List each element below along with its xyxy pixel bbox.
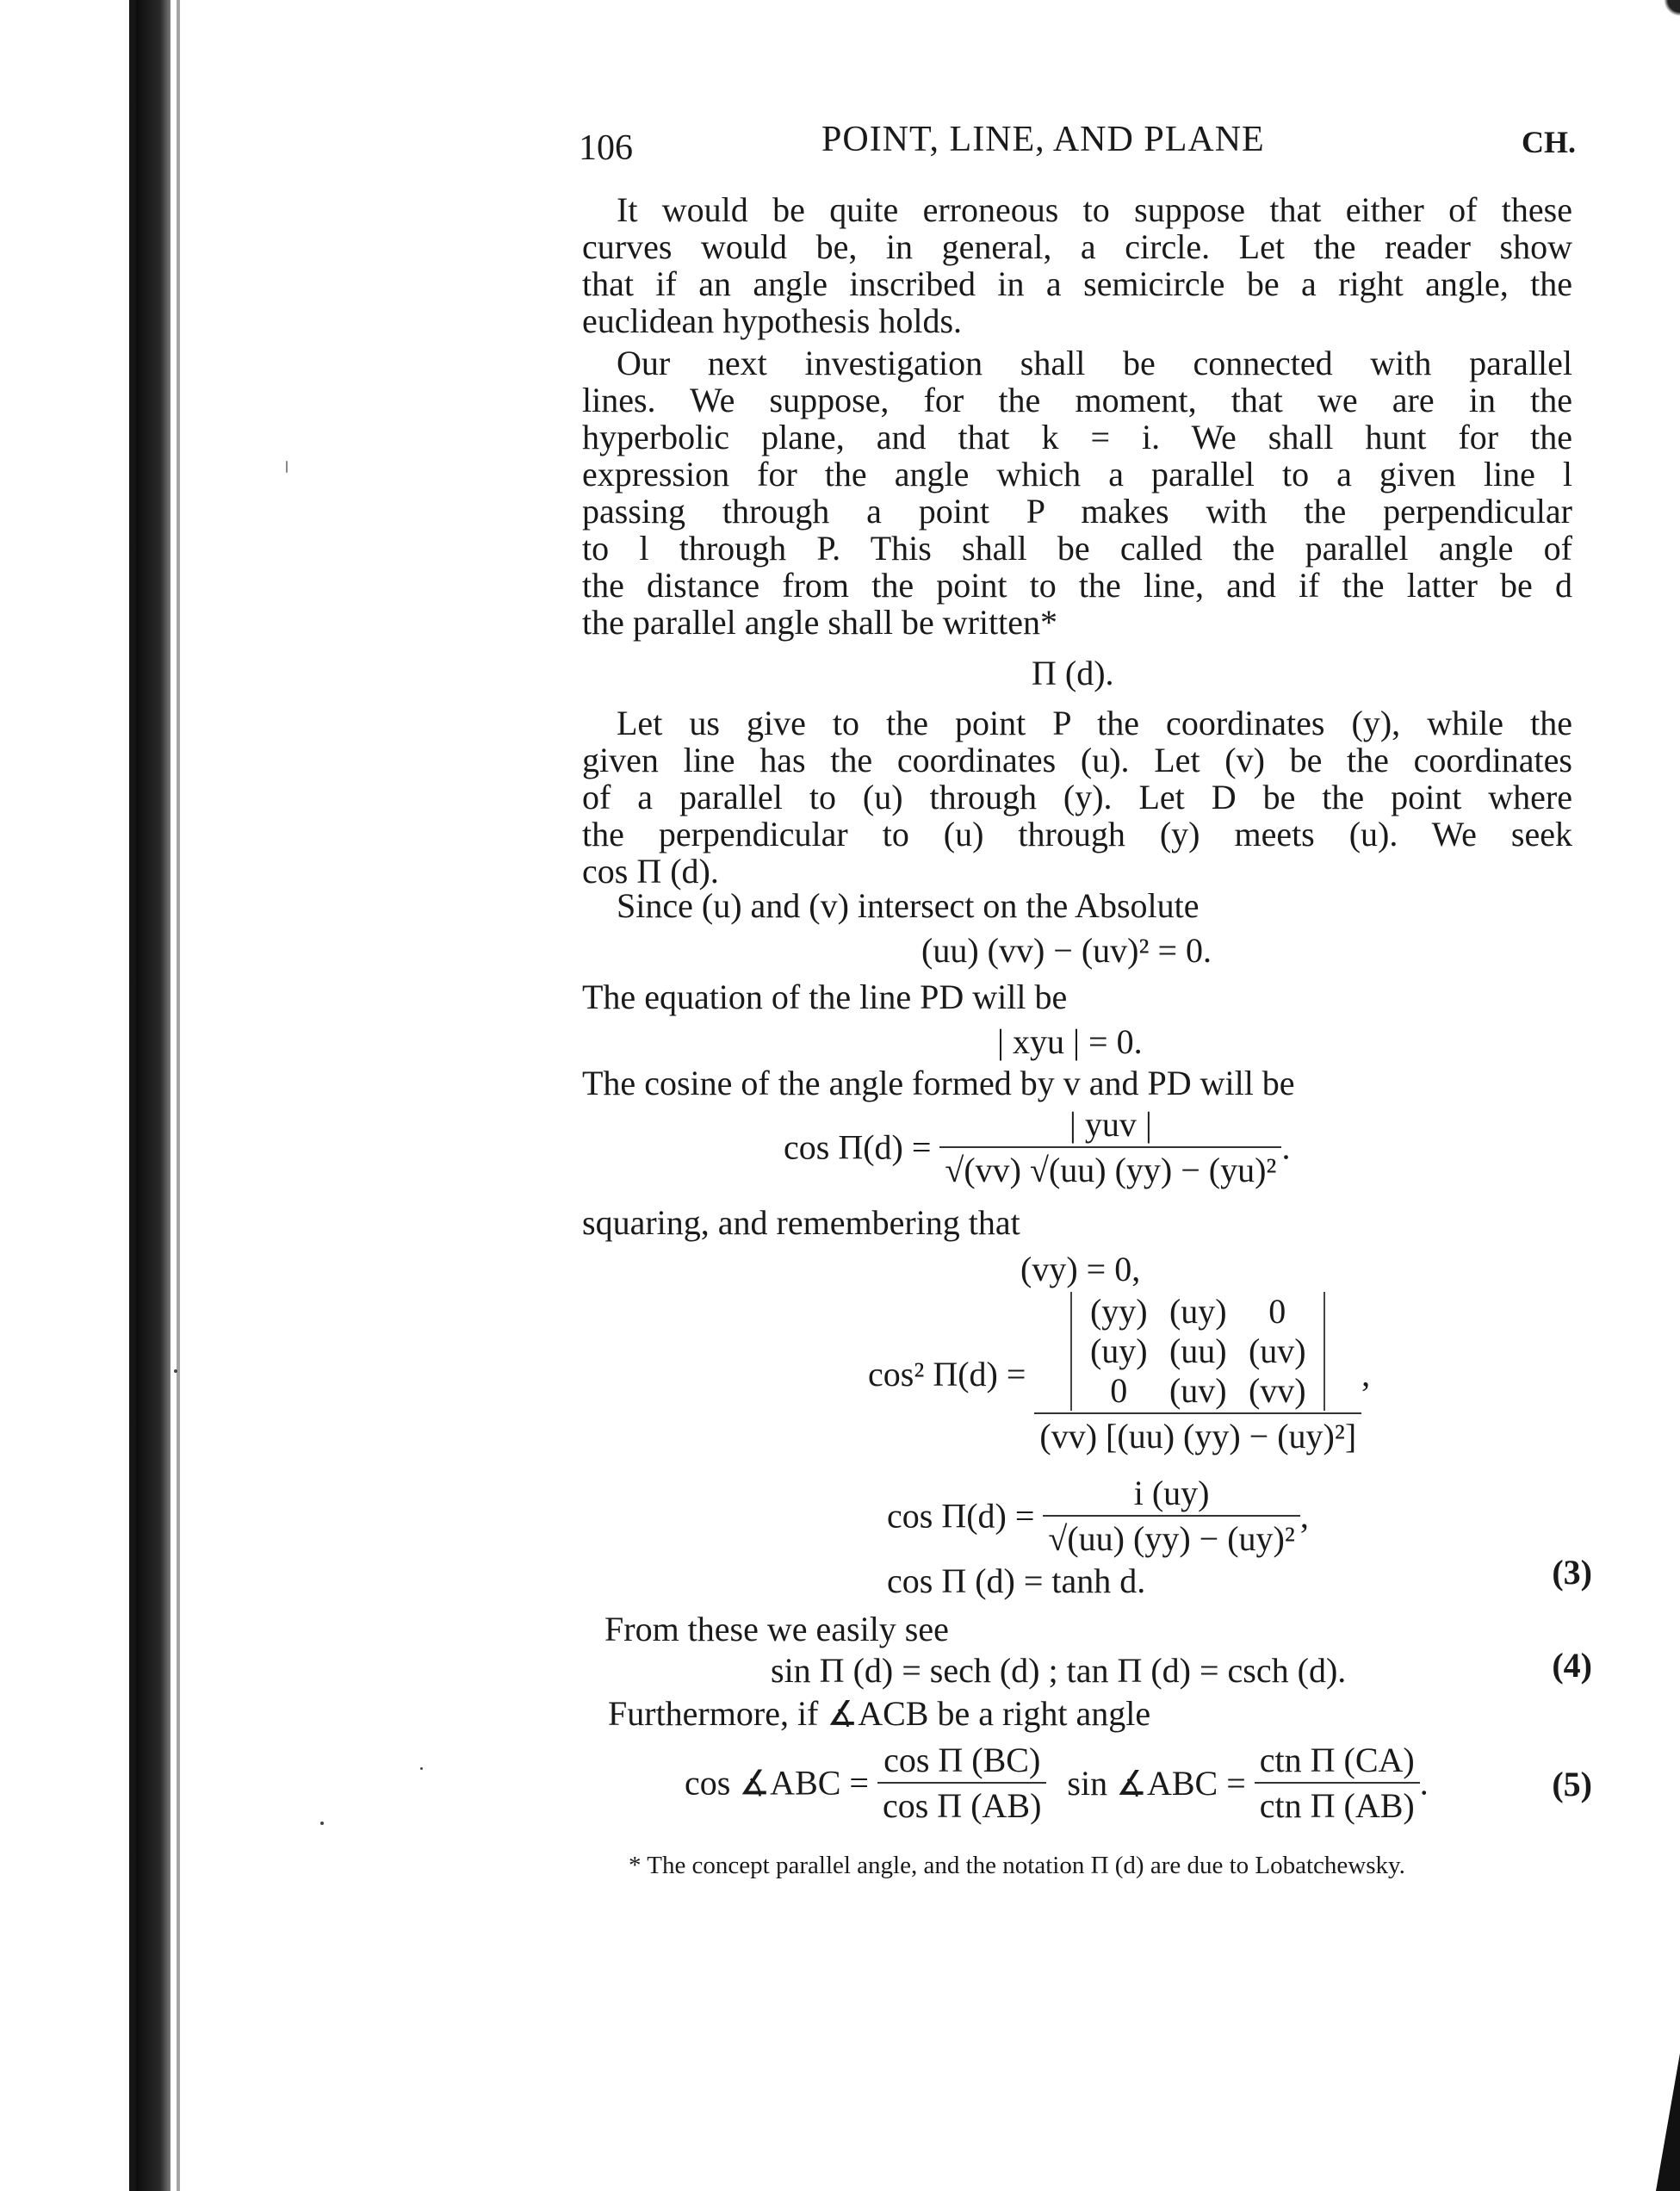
chapter-abbrev: CH. — [1522, 125, 1576, 159]
fraction-denominator: √(uu) (yy) − (uy)² — [1048, 1519, 1295, 1558]
equation-lhs: cos Π(d) = — [887, 1496, 1035, 1536]
fraction-denominator: √(vv) √(uu) (yy) − (yu)² — [945, 1151, 1277, 1189]
paragraph-6: The cosine of the angle formed by v and PD will be — [582, 1064, 1295, 1102]
fraction — [877, 1740, 1046, 1826]
paragraph-9: Furthermore, if ∡ACB be a right angle — [608, 1694, 1151, 1733]
running-title: POINT, LINE, AND PLANE — [821, 120, 1265, 159]
text-line: lines. We suppose, for the moment, that we are in the — [582, 381, 1572, 419]
equation-lhs: cos ∡ABC = — [685, 1763, 869, 1803]
text-line: curves would be, in general, a circle. Let the reader show — [582, 227, 1572, 266]
equation-lhs: cos Π(d) = — [784, 1127, 932, 1167]
equation-line-pd: | xyu | = 0. — [997, 1022, 1143, 1061]
text-line: given line has the coordinates (u). Let (v) be the coordinates — [582, 741, 1572, 779]
equation-number: (5) — [1552, 1765, 1592, 1803]
text-line: cos Π (d). — [582, 852, 719, 891]
text-line: the perpendicular to (u) through (y) meets (u). We seek — [582, 815, 1572, 853]
footnote: * The concept parallel angle, and the notation Π (d) are due to Lobatchewsky. — [629, 1852, 1405, 1879]
text-line: the distance from the point to the line, and if the latter be d — [582, 566, 1572, 605]
page-corner-mark — [1661, 0, 1680, 19]
scan-speck — [320, 1822, 324, 1825]
equation-cos-squared: cos² Π(d) = (yy) (uy) 0 (uy) (uu) (uv) 0 (uv) (vv) (vv) [(uu) (yy) − (uy)²] , — [868, 1292, 1371, 1455]
fraction-denominator: ctn Π (AB) — [1259, 1786, 1415, 1825]
paragraph-5: The equation of the line PD will be — [582, 978, 1068, 1016]
fraction-numerator: ctn Π (CA) — [1255, 1740, 1420, 1784]
equation-number: (4) — [1552, 1646, 1592, 1685]
paragraph-8: From these we easily see — [604, 1610, 949, 1648]
equation-cosine-simplified: cos Π(d) = $\frac{i (uy)}{\text{√(uu) (yy) − (uy)²}}$ , — [887, 1474, 1309, 1558]
equation-lhs: sin ∡ABC = — [1067, 1763, 1246, 1803]
equation-tanh: cos Π (d) = tanh d. — [887, 1561, 1146, 1600]
page-binding-line — [177, 0, 180, 2191]
text-line: the parallel angle shall be written* — [582, 603, 1058, 642]
running-header — [579, 119, 1578, 171]
paragraph-1 — [582, 191, 1572, 339]
scan-speck — [420, 1767, 423, 1770]
text-line: of a parallel to (u) through (y). Let D be the point where — [582, 778, 1572, 816]
page-binding-shadow — [0, 0, 136, 2191]
equation-lhs: cos² Π(d) = — [868, 1355, 1026, 1393]
text-line: passing through a point P makes with the perpendicular — [582, 492, 1572, 531]
fraction — [939, 1104, 1281, 1190]
paragraph-3 — [582, 704, 1572, 890]
fraction-numerator: | yuv | — [939, 1104, 1281, 1148]
scan-speck — [174, 1369, 177, 1373]
fraction-numerator — [1034, 1292, 1361, 1414]
fraction-numerator: cos Π (BC) — [877, 1740, 1046, 1784]
fraction-denominator: cos Π (AB) — [882, 1786, 1042, 1825]
text-line: that if an angle inscribed in a semicircle be a right angle, the — [582, 264, 1572, 303]
scan-speck — [286, 461, 288, 473]
text-line: euclidean hypothesis holds. — [582, 301, 963, 340]
paragraph-4: Since (u) and (v) intersect on the Absolute — [617, 886, 1200, 925]
text-line: It would be quite erroneous to suppose that either of these — [617, 190, 1572, 229]
equation-cosine: cos Π(d) = $\frac{\text{| yuv |}}{\text{√(vv) √(uu) (yy) − (yu)²}}$ . — [784, 1105, 1291, 1189]
equation-orthogonality: (vy) = 0, — [1020, 1250, 1141, 1288]
paragraph-2 — [582, 344, 1572, 641]
fraction — [1043, 1473, 1299, 1559]
equation-triangle-relations: cos ∡ABC = $\frac{\text{cos Π (BC)}}{\text{cos Π (AB)}}$ sin ∡ABC = $\frac{\text{ctn Π (CA)}}{\text{ctn Π (AB)}}$ . — [685, 1741, 1429, 1825]
page-number: 106 — [579, 128, 633, 168]
fraction-numerator: i (uy) — [1043, 1473, 1299, 1517]
determinant — [1070, 1292, 1325, 1411]
text-line: expression for the angle which a parallel to a given line l — [582, 455, 1572, 493]
equation-parallel-angle: Π (d). — [1032, 654, 1114, 692]
page-corner-shadow — [1656, 2053, 1680, 2191]
equation-absolute: (uu) (vv) − (uv)² = 0. — [921, 931, 1212, 970]
determinant-row: (yy) (uy) 0 — [1089, 1292, 1286, 1331]
fraction-denominator: (vv) [(uu) (yy) − (uy)²] — [1039, 1417, 1357, 1455]
determinant-row: (uy) (uu) (uv) — [1089, 1331, 1306, 1370]
determinant-row: 0 (uv) (vv) — [1110, 1371, 1306, 1410]
page-binding-edge — [136, 0, 170, 2191]
equation-number: (3) — [1552, 1553, 1592, 1592]
text-line: Our next investigation shall be connected with parallel — [617, 344, 1572, 382]
fraction — [1255, 1740, 1420, 1826]
fraction — [1034, 1292, 1361, 1456]
equation-sech-csch: sin Π (d) = sech (d) ; tan Π (d) = csch (d). — [771, 1651, 1347, 1690]
text-line: to l through P. This shall be called the parallel angle of — [582, 529, 1572, 568]
text-line: hyperbolic plane, and that k = i. We shall hunt for the — [582, 418, 1572, 456]
paragraph-7: squaring, and remembering that — [582, 1203, 1020, 1242]
text-line: Let us give to the point P the coordinates (y), while the — [617, 704, 1572, 742]
